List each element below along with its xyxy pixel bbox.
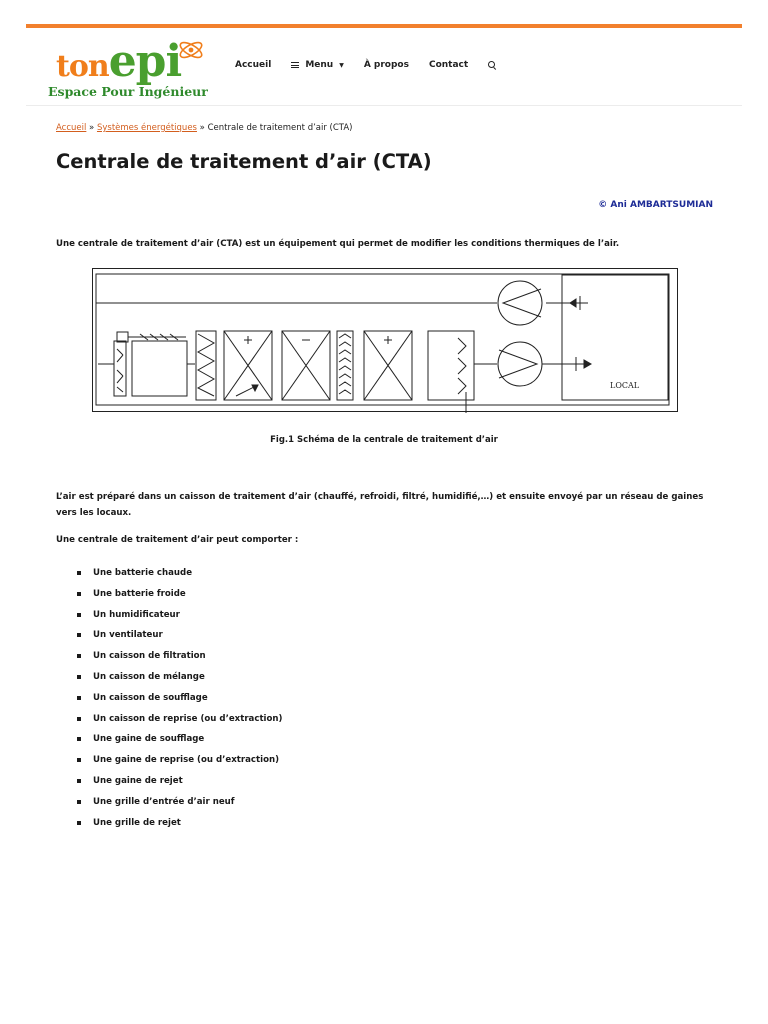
list-item: Une gaine de soufflage xyxy=(77,731,282,752)
nav-item-contact[interactable]: Contact xyxy=(428,60,469,70)
list-intro-paragraph: Une centrale de traitement d’air peut comporter : xyxy=(56,535,299,545)
bullet-icon xyxy=(77,633,81,637)
list-item: Un humidificateur xyxy=(77,607,282,628)
search-icon[interactable] xyxy=(488,61,496,69)
bullet-icon xyxy=(77,696,81,700)
list-item: Une batterie froide xyxy=(77,586,282,607)
list-item: Un caisson de soufflage xyxy=(77,690,282,711)
bullet-icon xyxy=(77,737,81,741)
breadcrumb-current: Centrale de traitement d’air (CTA) xyxy=(207,123,353,133)
bullet-icon xyxy=(77,717,81,721)
components-list xyxy=(77,565,282,835)
author-credit: © Ani AMBARTSUMIAN xyxy=(598,200,713,210)
site-header xyxy=(26,28,742,106)
site-logo[interactable] xyxy=(48,36,208,102)
list-item: Un ventilateur xyxy=(77,627,282,648)
breadcrumb-category-link[interactable]: Systèmes énergétiques xyxy=(96,123,197,133)
logo-tagline: Espace Pour Ingénieur xyxy=(48,84,208,99)
supply-fan xyxy=(498,342,542,386)
caret-down-icon: ▼ xyxy=(339,61,344,69)
bullet-icon xyxy=(77,800,81,804)
page-title: Centrale de traitement d’air (CTA) xyxy=(56,150,432,173)
list-item: Un caisson de mélange xyxy=(77,669,282,690)
list-item: Une grille de rejet xyxy=(77,815,282,836)
hamburger-icon xyxy=(291,62,299,68)
bullet-icon xyxy=(77,821,81,825)
intro-paragraph: Une centrale de traitement d’air (CTA) est un équipement qui permet de modifier les conditions thermiques de l’air. xyxy=(56,239,620,249)
unit-outline xyxy=(96,274,669,405)
return-fan xyxy=(498,281,542,325)
list-item: Une grille d’entrée d’air neuf xyxy=(77,794,282,815)
cta-schematic-figure xyxy=(92,268,678,413)
fresh-air-damper xyxy=(114,341,126,396)
logo-wordmark: tonepi xyxy=(56,36,182,87)
breadcrumb-home-link[interactable]: Accueil xyxy=(56,123,87,133)
bullet-icon xyxy=(77,613,81,617)
main-nav xyxy=(235,60,496,70)
nav-item-a-propos[interactable]: À propos xyxy=(363,60,409,70)
body-paragraph: L’air est préparé dans un caisson de traitement d’air (chauffé, refroidi, filtré, humidifié,…) et ensuite envoyé par un réseau de gaines vers les locaux. xyxy=(56,492,704,518)
bullet-icon xyxy=(77,571,81,575)
list-item: Une gaine de reprise (ou d’extraction) xyxy=(77,752,282,773)
local-label: LOCAL xyxy=(610,381,640,390)
nav-item-accueil[interactable]: Accueil xyxy=(235,60,272,70)
bullet-icon xyxy=(77,779,81,783)
atom-icon xyxy=(176,36,206,64)
nav-item-menu[interactable]: Menu ▼ xyxy=(291,60,344,70)
list-item: Un caisson de filtration xyxy=(77,648,282,669)
final-filter xyxy=(428,331,474,400)
list-item: Une gaine de rejet xyxy=(77,773,282,794)
bullet-icon xyxy=(77,758,81,762)
mixing-box xyxy=(132,341,187,396)
list-item: Une batterie chaude xyxy=(77,565,282,586)
bullet-icon xyxy=(77,675,81,679)
breadcrumb: Accueil » Systèmes énergétiques » Centrale de traitement d’air (CTA) xyxy=(56,123,353,133)
bullet-icon xyxy=(77,592,81,596)
bullet-icon xyxy=(77,654,81,658)
figure-caption: Fig.1 Schéma de la centrale de traitement d’air xyxy=(270,435,498,445)
list-item: Un caisson de reprise (ou d’extraction) xyxy=(77,711,282,732)
